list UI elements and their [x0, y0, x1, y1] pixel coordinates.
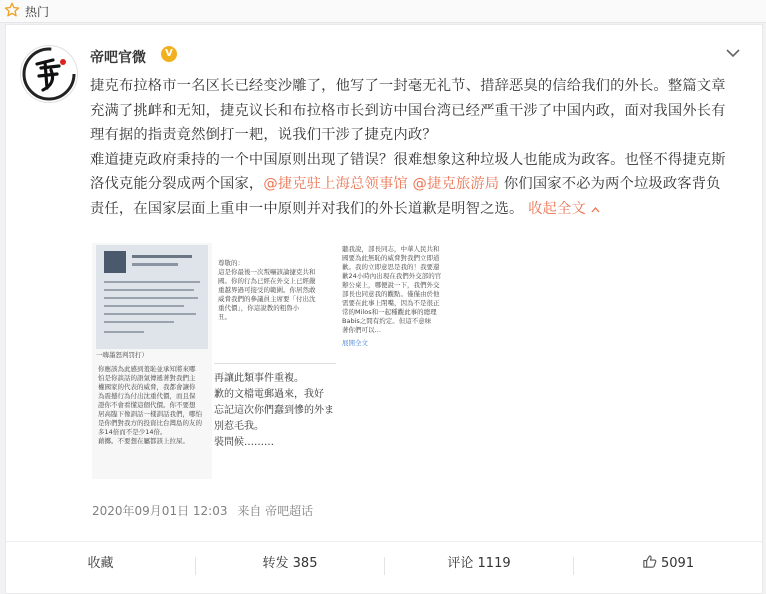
mention-consulate-link[interactable]: @捷克驻上海总领事馆 — [263, 176, 408, 192]
image-text-line: 威脅我們的參議員主席要「付出沈 — [218, 295, 316, 303]
post-time[interactable]: 2020年09月01日 12:03 — [92, 504, 228, 518]
image-text-line: 藉擲。不要想在屬都該上拉屎。 — [98, 437, 189, 445]
image-text-line: 聽我說，部長同志，中華人民共和 — [342, 245, 440, 253]
post-image-3[interactable] — [338, 243, 460, 479]
comment-button[interactable]: 评论 1119 — [447, 556, 511, 571]
avatar-logo-icon — [21, 46, 77, 102]
image-text-line: Babis之間有約定。但這不意味 — [342, 317, 432, 325]
image-text-line: 部長也同意我的觀點。僅僅由於他 — [342, 290, 440, 298]
thumbs-up-icon — [642, 554, 657, 569]
post-source[interactable]: 来自 帝吧超话 — [237, 504, 314, 518]
image-text-line: 歉24小時內出現在我們外交部的官 — [342, 272, 442, 280]
image-caption: 一嗨墨怒判罚打） — [96, 351, 148, 359]
image-text-line: 國要為此無恥的威脅對我們立即道 — [342, 254, 440, 262]
image-text-line: 歉。我的立即意思是我的！我要還 — [342, 263, 440, 271]
image-text-line: 歉的文檔電郵過來，我好 — [214, 389, 324, 400]
repost-button[interactable]: 转发 385 — [262, 556, 318, 571]
image-text-line: 辦公桌上，哪便說一下，我們外交 — [342, 281, 440, 289]
image-text-line: 權國家的代表的威脅，我都會讓你 — [98, 383, 196, 391]
image-text-line: 丑。 — [218, 313, 231, 321]
image-text-line: 多14倍而不是少14倍。 — [98, 428, 167, 436]
collapse-text-link[interactable]: 收起全文 — [528, 201, 600, 217]
post-paragraph-2 — [90, 148, 730, 222]
hot-label: 热门 — [25, 5, 50, 19]
image-text-line: 是你們對我方的投資比台灣島的友的 — [98, 419, 202, 427]
image-text-line: 國。你的行為已經在外交上已經嚴 — [218, 277, 316, 285]
image-text-line: 常的Milos和一起種觀此事的總理 — [342, 308, 437, 316]
image-text-line: 需要在此事上閉嘴，因為不是很正 — [342, 299, 440, 307]
favorite-button[interactable]: 收藏 — [87, 556, 114, 571]
post-paragraph-1: 捷克布拉格市一名区长已经变沙雕了，他写了一封毫无礼节、措辞恶臭的信给我们的外长。整篇文章充满了挑衅和无知，捷克议长和布拉格市长到访中国台湾已经严重干涉了中国内政，面对我国外长有理有据的指责竟然倒打一耙，说我们干涉了捷克内政？ — [90, 78, 726, 143]
chevron-down-icon[interactable] — [725, 47, 741, 59]
verified-badge-label: V — [165, 48, 173, 59]
post-text-part: 你们国家不必为两个垃圾政客背负责任，在国家层面上重申一中原则并对我们的外长道歉是明智之选。 — [90, 176, 721, 217]
post-image-1[interactable] — [92, 243, 212, 479]
image-text-line: 居高臨下像訓話一樣訓話我們，哪怕 — [98, 410, 202, 418]
image-text-line: 為震撼行為付出沈重代價，而且保 — [98, 392, 196, 400]
image-expand-link: 展開全文 — [342, 339, 368, 347]
star-icon — [4, 2, 20, 18]
letter-scan — [96, 245, 208, 349]
post-card — [5, 24, 763, 594]
hot-bar — [0, 0, 766, 23]
image-text-line: 怕是你談話的語氣傳遞著對我們主 — [98, 374, 196, 382]
image-separator — [214, 363, 336, 364]
chevron-up-icon — [591, 206, 600, 213]
image-text-line: 證你不會看懂這個代價。你不要想 — [98, 401, 196, 409]
image-text-block — [342, 245, 441, 335]
image-text-line: 再讓此類事件重複。 — [214, 373, 304, 384]
image-text-block — [218, 259, 316, 322]
image-text-line: 尊敬的： — [218, 259, 244, 267]
like-button[interactable]: 5091 — [574, 542, 762, 593]
post-meta — [92, 502, 313, 519]
avatar[interactable] — [20, 45, 78, 103]
image-text-block — [98, 365, 202, 446]
image-text-line: 裝問候……… — [214, 437, 274, 448]
verified-badge-icon — [161, 46, 177, 62]
image-text-line: 重代價」，你這說教的粗魯小 — [218, 304, 300, 312]
image-text-line: 重越界過可接受的範圍。你居然敢 — [218, 286, 316, 294]
image-text-block — [214, 371, 334, 451]
mention-tourism-link[interactable]: @捷克旅游局 — [412, 176, 500, 192]
image-text-line: 忘記這次你們蠢到慘的外ま — [214, 405, 334, 416]
post-text — [90, 74, 730, 221]
image-text-line: 這是你最後一次叛嚇該論捷克共和 — [218, 268, 316, 276]
post-image-2[interactable] — [214, 243, 336, 479]
image-text-line: 別惹毛我。 — [214, 421, 264, 432]
post-username[interactable]: 帝吧官微 — [90, 50, 146, 66]
post-text-part: 难道捷克政府秉持的一个中国原则出现了错误？很难想象这种垃圾人也能成为政客。也怪不得捷克斯洛伐克能分裂成两个国家， — [90, 151, 726, 192]
action-bar — [6, 542, 762, 593]
image-text-line: 著你們可以… — [342, 326, 381, 334]
image-text-line: 你應該為此感到羞恥並承知將來哪 — [98, 365, 196, 373]
